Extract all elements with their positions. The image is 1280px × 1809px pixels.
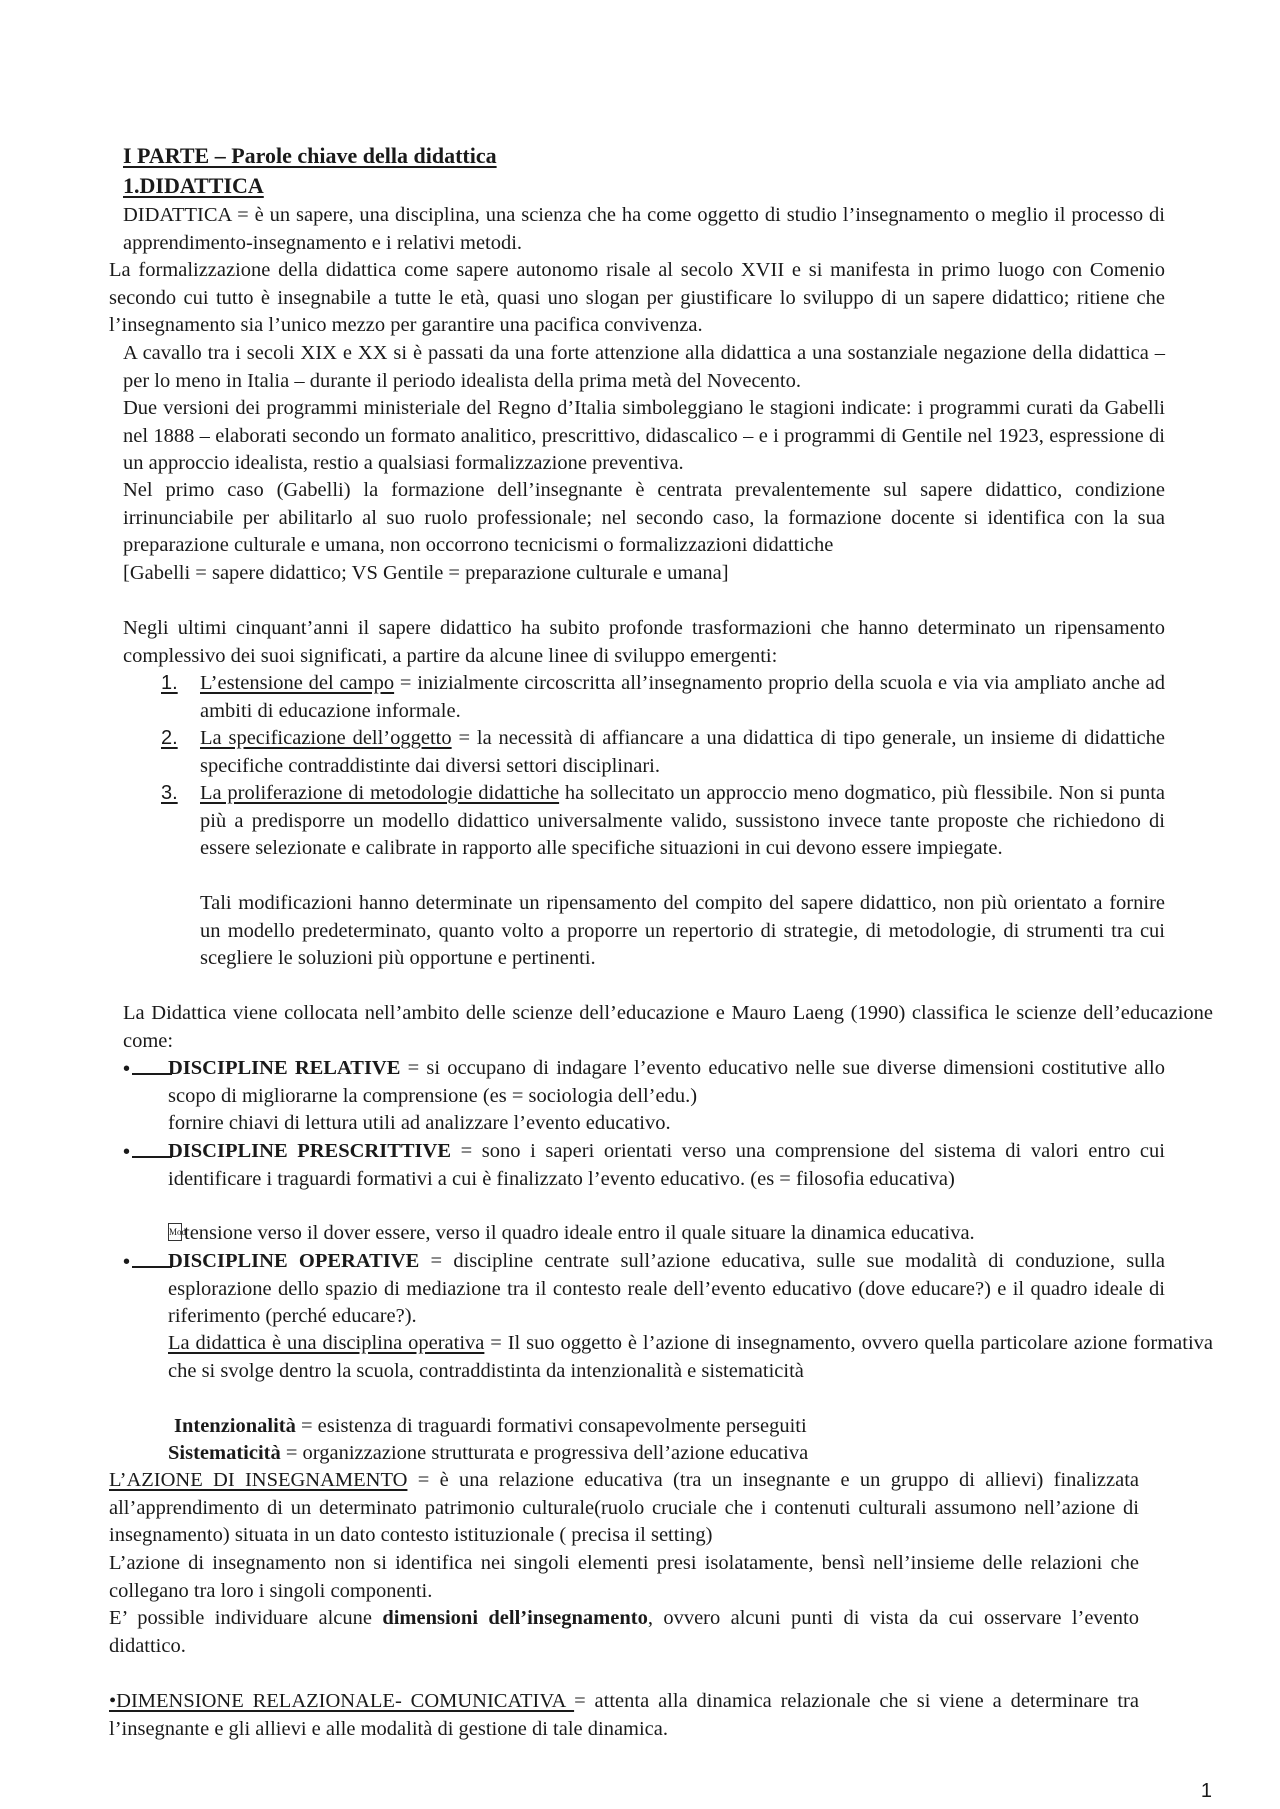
paragraph-summary: [Gabelli = sapere didattico; VS Gentile = preparazione culturale e umana] (123, 562, 729, 584)
paragraph-last-fifty-years: Negli ultimi cinquant’anni il sapere didattico ha subito profonde trasformazioni che hanno determinato un ripensamento complessivo dei suoi significati, a partire da alcune linee di sviluppo emergenti: (123, 617, 1165, 667)
paragraph-centuries: A cavallo tra i secoli XIX e XX si è passati da una forte attenzione alla didattica a una sostanziale negazione della didattica – per lo meno in Italia – durante il periodo idealista della prima metà del Novecento. (123, 342, 1165, 392)
paragraph-dimension-relational: •DIMENSIONE RELAZIONALE- COMUNICATIVA = attenta alla dinamica relazionale che si viene a determinare tra l’insegnante e gli allievi e alle modalità di gestione di tale dinamica. (109, 1690, 1139, 1740)
paragraph-azione: L’AZIONE DI INSEGNAMENTO = è una relazione educativa (tra un insegnante e un gruppo di allievi) finalizzata all’apprendimento di un determinato patrimonio culturale(ruolo cruciale che i contenuti culturali assumono nell’azione di insegnamento) situata in un dato contesto istituzionale ( precisa il setting) (109, 1469, 1139, 1546)
paragraph-dimensions: E’ possible individuare alcune dimensioni dell’insegnamento, ovvero alcuni punti di vista da cui osservare l’evento didattico. (109, 1607, 1139, 1657)
list-number: 1. (161, 672, 178, 694)
paragraph-formalization: La formalizzazione della didattica come sapere autonomo risale al secolo XVII e si manifesta in primo luogo con Comenio secondo cui tutto è insegnabile a tutte le età, quasi uno slogan per giustificare lo sviluppo di un sapere didattico; ritiene che l’insegnamento sia l’unico mezzo per garantire una pacifica convivenza. (109, 259, 1165, 336)
list-number: 2. (161, 727, 178, 749)
list-number: 3. (161, 782, 178, 804)
section-title: 1.DIDATTICA (123, 173, 264, 198)
paragraph-gabelli-gentile: Nel primo caso (Gabelli) la formazione dell’insegnante è centrata prevalentemente sul sapere didattico, condizione irrinunciabile per abilitarlo al suo ruolo professionale; nel secondo caso, la formazione docente si identifica con la sua preparazione culturale e umana, non occorrono tecnicismi o formalizzazioni didattiche (123, 479, 1165, 556)
bullet-item-operative: DISCIPLINE OPERATIVE = discipline centrate sull’azione educativa, sulle sue modalità di conduzione, sulla esplorazione dello spazio di mediazione tra il contesto reale dell’evento educativo (dove educare?) e il quadro ideale di riferimento (perché educare?). (168, 1250, 1165, 1327)
edit-icon: Mod (168, 1223, 182, 1241)
paragraph-laeng: La Didattica viene collocata nell’ambito delle scienze dell’educazione e Mauro Laeng (1990) classifica le scienze dell’educazione come: (123, 1002, 1213, 1052)
paragraph-relations: L’azione di insegnamento non si identifica nei singoli elementi presi isolatamente, bensì nell’insieme delle relazioni che collegano tra loro i singoli componenti. (109, 1552, 1139, 1602)
sistematicita-line: Sistematicità = organizzazione strutturata e progressiva dell’azione educativa (168, 1442, 809, 1464)
list-item: La proliferazione di metodologie didattiche ha sollecitato un approccio meno dogmatico, più flessibile. Non si punta più a predisporre un modello didattico universalmente valido, sussistono invece tante proposte che richiedono di essere selezionate e calibrate in rapporto alle specifiche situazioni in cui devono essere impiegate. (200, 782, 1165, 859)
list-item: L’estensione del campo = inizialmente circoscritta all’insegnamento proprio della scuola e via via ampliato anche ad ambiti di educazione informale. (200, 672, 1165, 722)
bullet-subline: Modtensione verso il dover essere, verso il quadro ideale entro il quale situare la dinamica educativa. (169, 1222, 975, 1244)
intenzionalita-line: Intenzionalità = esistenza di traguardi formativi consapevolmente perseguiti (174, 1415, 807, 1437)
bullet-marker: • (123, 1055, 172, 1084)
bullet-item-prescriptive: DISCIPLINE PRESCRITTIVE = sono i saperi orientati verso una comprensione del sistema di valori entro cui identificare i traguardi formativi a cui è finalizzato l’evento educativo. (es = filosofia educativa) (168, 1140, 1165, 1190)
part-title: I PARTE – Parole chiave della didattica (123, 143, 497, 168)
bullet-marker: • (123, 1138, 172, 1167)
paragraph-modifications: Tali modificazioni hanno determinate un ripensamento del compito del sapere didattico, non più orientato a fornire un modello predeterminato, quanto volto a proporre un repertorio di strategie, di metodologie, di strumenti tra cui scegliere le soluzioni più opportune e pertinenti. (200, 892, 1165, 969)
paragraph-programs: Due versioni dei programmi ministeriale del Regno d’Italia simboleggiano le stagioni indicate: i programmi curati da Gabelli nel 1888 – elaborati secondo un formato analitico, prescrittivo, didascalico – e i programmi di Gentile nel 1923, espressione di un approccio idealista, restio a qualsiasi formalizzazione preventiva. (123, 397, 1165, 474)
paragraph-definition: DIDATTICA = è un sapere, una disciplina, una scienza che ha come oggetto di studio l’insegnamento o meglio il processo di apprendimento-insegnamento e i relativi metodi. (123, 204, 1165, 254)
bullet-item-relative: DISCIPLINE RELATIVE = si occupano di indagare l’evento educativo nelle sue diverse dimensioni costitutive allo scopo di migliorarne la comprensione (es = sociologia dell’edu.) (168, 1057, 1165, 1107)
list-item: La specificazione dell’oggetto = la necessità di affiancare a una didattica di tipo generale, un insieme di didattiche specifiche contraddistinte dai diversi settori disciplinari. (200, 727, 1165, 777)
bullet-subline: fornire chiavi di lettura utili ad analizzare l’evento educativo. (168, 1112, 671, 1134)
bullet-subparagraph: La didattica è una disciplina operativa = Il suo oggetto è l’azione di insegnamento, ovvero quella particolare azione formativa che si svolge dentro la scuola, contraddistinta da intenzionalità e sistematicità (168, 1332, 1213, 1382)
bullet-marker: • (123, 1248, 172, 1277)
page-number: 1 (1200, 1780, 1212, 1802)
